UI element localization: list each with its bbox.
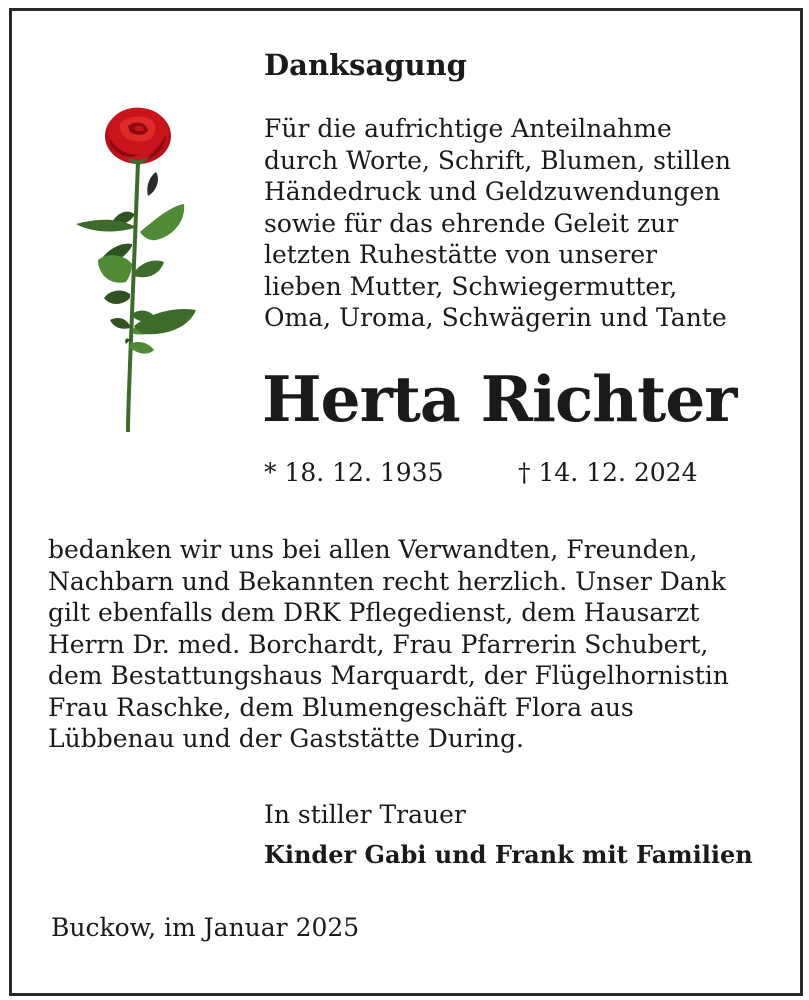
intro-line: Oma, Uroma, Schwägerin und Tante <box>264 303 727 332</box>
body-line: Nachbarn und Bekannten recht herzlich. Unser Dank <box>48 566 726 596</box>
intro-line: lieben Mutter, Schwiegermutter, <box>264 271 678 301</box>
intro-line: Händedruck und Geldzuwendungen <box>264 177 721 206</box>
intro-line: Für die aufrichtige Anteilnahme <box>264 114 672 143</box>
closing-phrase: In stiller Trauer <box>264 800 466 829</box>
body-line: Frau Raschke, dem Blumengeschäft Flora aus <box>48 692 634 722</box>
intro-text <box>264 113 731 334</box>
intro-line: sowie für das ehrende Geleit zur <box>264 208 679 238</box>
birth-date: * 18. 12. 1935 <box>264 458 444 487</box>
body-line: dem Bestattungshaus Marquardt, der Flügelhornistin <box>48 661 729 690</box>
deceased-name: Herta Richter <box>262 362 737 436</box>
notice-heading: Danksagung <box>264 48 467 82</box>
body-text <box>48 534 729 755</box>
intro-line: letzten Ruhestätte von unserer <box>264 240 658 269</box>
body-line: bedanken wir uns bei allen Verwandten, Freunden, <box>48 535 698 564</box>
red-rose-icon <box>68 104 210 436</box>
body-line: Lübbenau und der Gaststätte During. <box>48 724 524 753</box>
signature: Kinder Gabi und Frank mit Familien <box>264 840 753 869</box>
intro-line: durch Worte, Schrift, Blumen, stillen <box>264 145 731 175</box>
place-date: Buckow, im Januar 2025 <box>51 913 360 942</box>
body-line: Herrn Dr. med. Borchardt, Frau Pfarrerin Schubert, <box>48 629 709 659</box>
death-date: † 14. 12. 2024 <box>518 458 698 487</box>
body-line: gilt ebenfalls dem DRK Pflegedienst, dem Hausarzt <box>48 598 700 627</box>
